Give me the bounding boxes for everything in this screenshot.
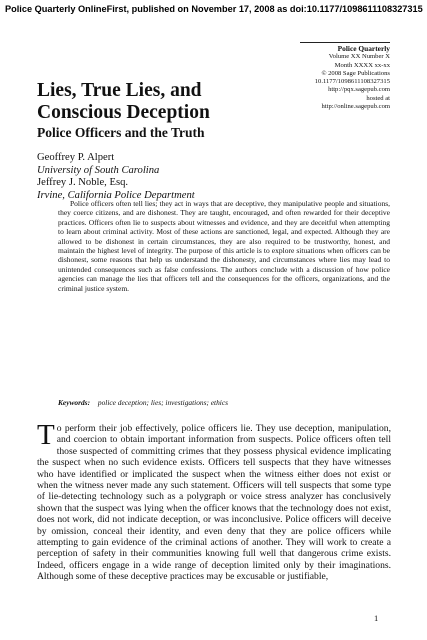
journal-name: Police Quarterly xyxy=(337,44,390,53)
article-subtitle: Police Officers and the Truth xyxy=(37,125,205,140)
journal-info-box xyxy=(300,42,390,111)
journal-month: Month XXXX xx-xx xyxy=(334,61,390,69)
keywords-label: Keywords: xyxy=(58,398,91,407)
body-text: o perform their job effectively, police officers lie. They use deception, manipulation, and coercion to obtain important information from suspects. Police officers often tell those suspected of committing crimes that they possess physical evidence implicating the suspect when no such evidence exists. Officers tell suspects that they have witnesses who have identified or implicated the suspect when the witness either does not exist or when the witness never made any such statement. Officers will tell suspects that some type of lie-detecting technology such as a polygraph or voice stress analyzer has conclusively shown that the suspect was lying when the officer knows that the technology does not exist, does not work, did not indicate deception, or was inconclusive. Police officers will deceive by omission, conceal their identity, and even deny that they are police officers while attempting to gain evidence of the criminal actions of another. They will work to create a perception of safety in their communities knowing full well that dangerous crime exists. Indeed, officers engage in a wide range of deception limited only by their imaginations. Although some of these deceptive practices may be excusable or justifiable, xyxy=(37,423,391,583)
journal-volume: Volume XX Number X xyxy=(328,53,390,61)
author-name: Geoffrey P. Alpert xyxy=(37,152,115,163)
article-title xyxy=(37,80,287,124)
keywords-line xyxy=(58,398,390,407)
drop-cap: T xyxy=(37,419,55,451)
author-name: Jeffrey J. Noble, Esq. xyxy=(37,177,129,188)
keywords-list: police deception; lies; investigations; ethics xyxy=(97,398,229,407)
journal-host-url: http://online.sagepub.com xyxy=(321,103,390,111)
author-affiliation: Irvine, California Police Department xyxy=(37,189,195,201)
page-number: 1 xyxy=(374,613,379,623)
journal-hosted-at: hosted at xyxy=(366,94,390,102)
journal-doi: 10.1177/1098611108327315 xyxy=(314,78,390,86)
author-block xyxy=(37,152,337,202)
publication-banner: Police Quarterly OnlineFirst, published on November 17, 2008 as doi:10.1177/1098611108327315 xyxy=(5,4,423,14)
article-title-line-2: Conscious Deception xyxy=(37,102,210,123)
abstract: Police officers often tell lies; they act in ways that are deceptive, they manipulative people and situations, they coerce citizens, and are dishonest. They are taught, encouraged, and often rewarded for their deceptive practices. Officers often lie to suspects about witnesses and evidence, and they are deceitful when attempting to learn about criminal activity. Most of these actions are sanctioned, legal, and expected. Although they are allowed to be dishonest in certain circumstances, they are also required to be trustworthy, honest, and maintain the highest level of integrity. The purpose of this article is to explore situations when officers can be dishonest, some reasons that help us understand the dishonesty, and circumstances where lies may lead to unintended consequences such as false confessions. The authors conclude with a discussion of how police agencies can manage the lies that officers tell and the consequences for the officers, organizations, and the criminal justice system. xyxy=(58,199,390,293)
author-affiliation: University of South Carolina xyxy=(37,164,160,176)
journal-url: http://pqx.sagepub.com xyxy=(328,86,390,94)
article-title-line-1: Lies, True Lies, and xyxy=(37,80,202,101)
body-paragraph xyxy=(37,419,391,583)
journal-copyright: © 2008 Sage Publications xyxy=(321,69,390,77)
